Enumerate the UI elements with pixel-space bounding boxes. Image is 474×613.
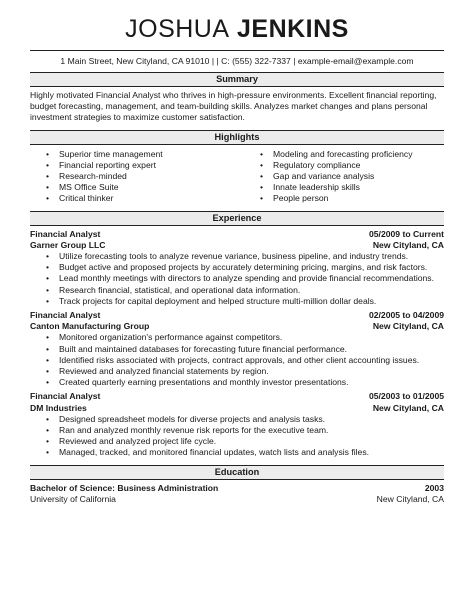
job-duties [30,251,444,307]
job-duties [30,414,444,459]
job-duties [30,332,444,388]
job-duty: • Budget active and proposed projects by accurately determining pricing, margins, and risk factors. [46,262,444,273]
highlights-list [30,149,444,205]
experience-heading: Experience [30,211,444,226]
job-duty: • Research financial, statistical, and operational data information. [46,285,444,296]
degree: Bachelor of Science: Business Administration [30,482,219,493]
job-duty: • Built and maintained databases for forecasting future financial performance. [46,344,444,355]
job-duty: • Designed spreadsheet models for diverse projects and analysis tasks. [46,414,444,425]
highlight-item: • Gap and variance analysis [260,171,413,182]
highlight-item: • Modeling and forecasting proficiency [260,149,413,160]
job-company: DM Industries [30,402,87,413]
job-duty: • Utilize forecasting tools to analyze revenue variance, business pipeline, and industry trends. [46,251,444,262]
job-dates: 02/2005 to 04/2009 [368,310,444,321]
job-dates: 05/2009 to Current [369,228,444,239]
first-name: JOSHUA [125,15,230,43]
highlight-item: • Superior time management [46,149,256,160]
school-name: University of California [30,493,116,504]
highlights-column-1 [30,149,256,205]
candidate-name [30,14,444,44]
job-role: Financial Analyst [30,391,101,402]
last-name: JENKINS [236,15,349,43]
education-entry [30,483,444,505]
summary-text: Highly motivated Financial Analyst who thrives in high-pressure environments. Excellent financial reporting, budget forecasting, management, and team-building skills. Analyzes market changes and plans personal investment strategies to maximize customer satisfaction. [30,90,437,123]
job-location: New Cityland, CA [372,239,444,250]
highlights-heading: Highlights [30,130,444,145]
school-location: New Cityland, CA [376,493,444,504]
job-location: New Cityland, CA [372,321,444,332]
job-entry-2 [30,310,444,388]
highlights-column-2 [256,149,413,205]
job-company: Canton Manufacturing Group [30,321,150,332]
highlight-item: • Research-minded [46,171,256,182]
graduation-year: 2003 [424,482,444,493]
highlight-item: • Critical thinker [46,193,256,204]
job-duty: • Lead monthly meetings with directors to analyze spending and provide financial recommendations. [46,273,444,284]
contact-line: 1 Main Street, New Cityland, CA 91010 | | C: (555) 322-7337 | example-email@example.com [30,50,444,66]
job-role: Financial Analyst [30,228,101,239]
highlight-item: • Innate leadership skills [260,182,413,193]
highlight-item: • Regulatory compliance [260,160,413,171]
job-duty: • Ran and analyzed monthly revenue risk reports for the executive team. [46,425,444,436]
job-company: Garner Group LLC [30,239,106,250]
highlight-item: • Financial reporting expert [46,160,256,171]
job-location: New Cityland, CA [372,402,444,413]
job-duty: • Identified risks associated with projects, contract approvals, and other client accounting issues. [46,355,444,366]
job-duty: • Created quarterly earning presentations and monthly investor presentations. [46,377,444,388]
job-duty: • Monitored organization's performance against competitors. [46,332,444,343]
job-duty: • Track projects for capital deployment and helped structure multi-million dollar deals. [46,296,444,307]
job-dates: 05/2003 to 01/2005 [368,391,444,402]
job-entry-3 [30,391,444,458]
job-entry-1 [30,229,444,307]
job-duty: • Managed, tracked, and monitored financial updates, watch lists and analysis files. [46,447,444,458]
job-duty: • Reviewed and analyzed financial statements by region. [46,366,444,377]
education-heading: Education [30,465,444,480]
job-role: Financial Analyst [30,310,101,321]
job-duty: • Reviewed and analyzed project life cycle. [46,436,444,447]
highlight-item: • MS Office Suite [46,182,256,193]
highlight-item: • People person [260,193,413,204]
summary-heading: Summary [30,72,444,87]
